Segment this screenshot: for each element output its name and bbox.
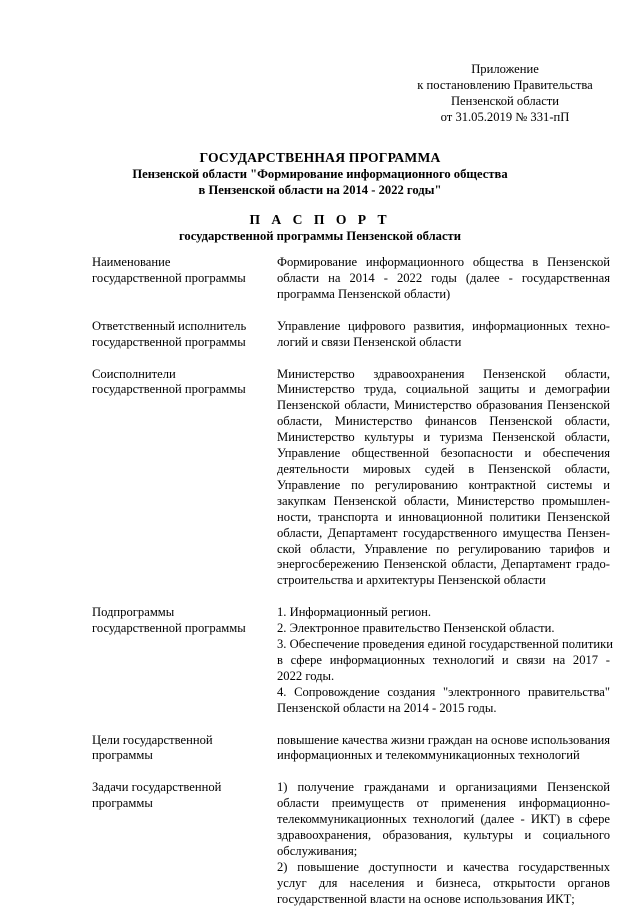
passport-row (92, 605, 614, 716)
value-line: закупкам Пензенской области, Министерство промышлен- (277, 493, 610, 508)
value-paragraph (277, 685, 610, 717)
program-title-line: в Пензенской области на 2014 - 2022 годы" (198, 183, 442, 197)
value-line: области на 2014 - 2022 годы (далее - государственная (277, 270, 610, 285)
value-paragraph (277, 367, 610, 590)
passport-heading (0, 212, 640, 244)
value-paragraph (277, 319, 610, 351)
value-paragraph (277, 605, 610, 621)
value-line: 1) получение гражданами и организациями Пензенской (277, 780, 610, 795)
value-line: государственной власти на основе использования ИКТ; (277, 891, 575, 906)
label-line: Цели государственной (92, 732, 213, 747)
passport-row-label (92, 367, 277, 590)
appendix-reference (380, 61, 630, 125)
appendix-line: к постановлению Правительства (417, 78, 593, 92)
label-line: Задачи государственной (92, 780, 222, 795)
passport-row (92, 319, 610, 351)
value-line: деятельности мировых судей в Пензенской области, (277, 461, 610, 476)
passport-row-label (92, 605, 277, 716)
value-line: ности, транспорта и инновационной политики Пензенской (277, 509, 610, 524)
value-line: здравоохранения, образования, культуры и социального (277, 828, 610, 843)
value-line: Министерство культуры и туризма Пензенской области, (277, 430, 610, 445)
passport-row-label (92, 733, 277, 765)
value-line: 4. Сопровождение создания "электронного правительства" (277, 684, 610, 699)
passport-table (92, 255, 614, 908)
value-paragraph (277, 860, 610, 908)
passport-row-value (277, 780, 610, 907)
value-line: 1. Информационный регион. (277, 605, 432, 620)
value-line: области, Департамент государственного имущества Пензен- (277, 525, 610, 540)
value-line: Пензенской области на 2014 - 2015 годы. (277, 700, 497, 715)
label-line: Наименование (92, 255, 171, 269)
value-line: энергосбережению Пензенской области, Департамент градо- (277, 557, 610, 572)
value-line: 2) повышение доступности и качества государственных (277, 859, 610, 874)
passport-row-value (277, 367, 610, 590)
passport-title: П А С П О Р Т (249, 212, 391, 227)
value-line: Управление по регулированию контрактной системы и (277, 477, 610, 492)
passport-subtitle: государственной программы Пензенской области (179, 229, 461, 243)
value-line: в сфере информационных технологий и связи на 2017 - (277, 652, 610, 667)
value-line: Управление общественной безопасности и обеспечения (277, 446, 610, 461)
program-title-line: ГОСУДАРСТВЕННАЯ ПРОГРАММА (199, 150, 441, 165)
value-line: Управление цифрового развития, информационных техно- (277, 318, 610, 333)
value-line: телекоммуникационных технологий (далее - ИКТ) в сфере (277, 812, 610, 827)
label-line: программы (92, 796, 153, 811)
passport-row (92, 780, 610, 907)
value-line: Министерство труда, социальной защиты и демографии (277, 382, 610, 397)
value-paragraph (277, 621, 610, 637)
label-line: государственной программы (92, 621, 246, 636)
passport-row-value (277, 605, 614, 716)
passport-row-value (277, 255, 610, 303)
passport-row (92, 255, 610, 303)
value-paragraph (277, 637, 614, 685)
value-line: повышение качества жизни граждан на основе использования (277, 732, 610, 747)
passport-row-value (277, 319, 610, 351)
label-line: программы (92, 748, 153, 763)
program-title-line: Пензенской области "Формирование информационного общества (132, 167, 508, 181)
value-line: Министерство здравоохранения Пензенской области, (277, 366, 610, 381)
passport-row (92, 733, 610, 765)
passport-row-value (277, 733, 610, 765)
value-line: 2022 годы. (277, 668, 335, 683)
passport-row (92, 367, 610, 590)
value-paragraph (277, 780, 610, 860)
value-line: обслуживания; (277, 844, 358, 858)
value-line: информационных и телекоммуникационных технологий (277, 748, 580, 763)
label-line: государственной программы (92, 270, 246, 285)
value-line: Формирование информационного общества в Пензенской (277, 255, 610, 269)
appendix-line: Пензенской области (450, 94, 560, 108)
appendix-line: от 31.05.2019 № 331-пП (440, 110, 570, 124)
value-line: области, Министерство финансов Пензенской области, (277, 414, 610, 429)
value-paragraph (277, 733, 610, 765)
label-line: Соисполнители (92, 366, 176, 381)
label-line: государственной программы (92, 382, 246, 397)
value-line: Пензенской области, Министерство образования Пензенской (277, 398, 610, 413)
appendix-line: Приложение (471, 62, 539, 76)
value-line: области преимуществ от применения информационно- (277, 796, 610, 811)
program-title (0, 150, 640, 198)
label-line: Ответственный исполнитель (92, 318, 247, 333)
value-line: логий и связи Пензенской области (277, 334, 462, 349)
value-line: 2. Электронное правительство Пензенской области. (277, 621, 555, 636)
value-line: услуг для населения и бизнеса, открытости органов (277, 875, 610, 890)
value-line: 3. Обеспечение проведения единой государственной политики (277, 637, 614, 652)
label-line: государственной программы (92, 334, 246, 349)
value-line: программа Пензенской области) (277, 286, 451, 301)
value-line: ской области, Управление по регулированию тарифов и (277, 541, 610, 556)
value-paragraph (277, 255, 610, 303)
passport-row-label (92, 319, 277, 351)
passport-row-label (92, 255, 277, 303)
label-line: Подпрограммы (92, 605, 175, 620)
passport-row-label (92, 780, 277, 907)
value-line: строительства и архитектуры Пензенской области (277, 573, 546, 588)
